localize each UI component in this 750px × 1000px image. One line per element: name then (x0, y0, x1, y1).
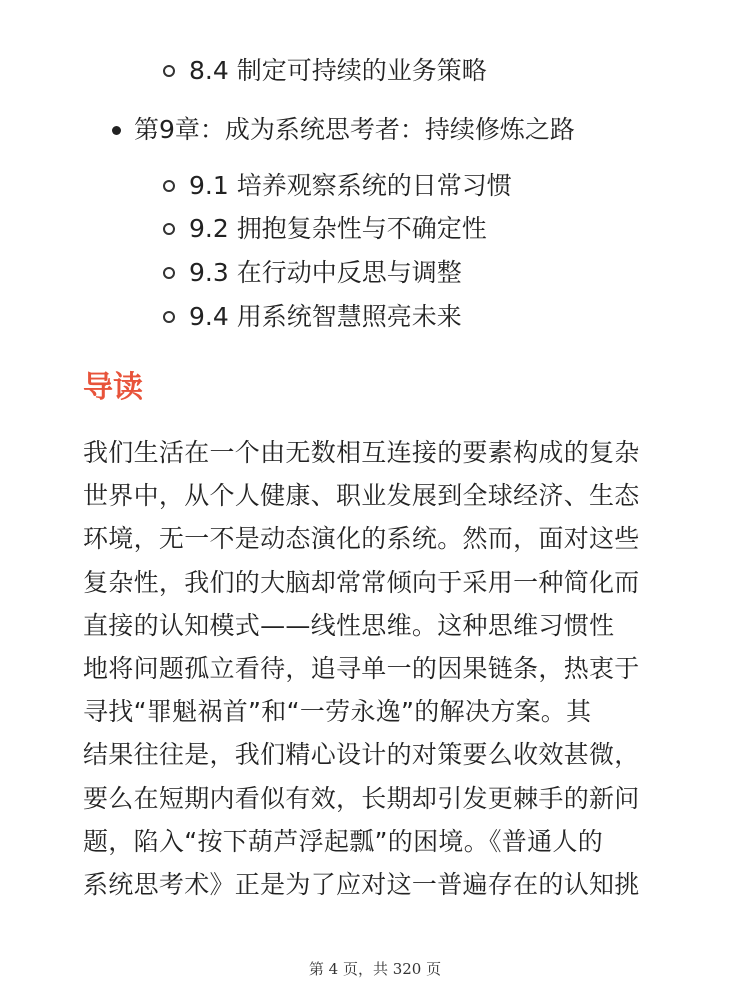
hollow-circle-bullet-icon (163, 65, 175, 77)
hollow-circle-bullet-icon (163, 180, 175, 192)
paragraph-line: 复杂性，我们的大脑却常常倾向于采用一种简化而 (83, 567, 640, 597)
hollow-circle-bullet-icon (163, 311, 175, 323)
paragraph-line: 寻找“罪魁祸首”和“一劳永逸”的解决方案。其 (83, 697, 592, 727)
toc-item-label: 8.4 制定可持续的业务策略 (189, 56, 487, 85)
hollow-circle-bullet-icon (163, 223, 175, 235)
toc-item-label: 9.3 在行动中反思与调整 (189, 258, 462, 287)
paragraph-line: 结果往往是，我们精心设计的对策要么收效甚微， (83, 740, 640, 770)
section-heading: 导读 (83, 370, 143, 405)
toc-item-9-1[interactable] (163, 171, 512, 201)
toc-item-label: 9.2 拥抱复杂性与不确定性 (189, 214, 487, 243)
toc-chapter-label: 第9章：成为系统思考者：持续修炼之路 (134, 115, 575, 144)
paragraph-line: 我们生活在一个由无数相互连接的要素构成的复杂 (83, 438, 640, 467)
toc-item-8-4[interactable] (163, 56, 487, 86)
paragraph-line: 直接的认知模式——线性思维。这种思维习惯性 (83, 610, 615, 640)
paragraph-line: 环境，无一不是动态演化的系统。然而，面对这些 (83, 524, 640, 554)
paragraph-line: 系统思考术》正是为了应对这一普遍存在的认知挑 (83, 870, 640, 900)
paragraph-line: 要么在短期内看似有效，长期却引发更棘手的新问 (83, 783, 640, 813)
paragraph-line: 地将问题孤立看待，追寻单一的因果链条，热衷于 (83, 654, 640, 684)
paragraph-line: 世界中，从个人健康、职业发展到全球经济、生态 (83, 481, 640, 511)
page-indicator: 第 4 页，共 320 页 (308, 960, 442, 978)
paragraph-line: 题，陷入“按下葫芦浮起瓢”的困境。《普通人的 (83, 826, 604, 856)
body-paragraph (83, 431, 673, 906)
toc-item-9-2[interactable] (163, 214, 487, 244)
toc-item-label: 9.1 培养观察系统的日常习惯 (189, 171, 512, 200)
toc-item-label: 9.4 用系统智慧照亮未来 (189, 302, 462, 331)
filled-circle-bullet-icon (112, 126, 121, 135)
hollow-circle-bullet-icon (163, 267, 175, 279)
toc-chapter-9[interactable] (112, 115, 575, 145)
toc-item-9-3[interactable] (163, 258, 462, 288)
toc-item-9-4[interactable] (163, 302, 462, 332)
